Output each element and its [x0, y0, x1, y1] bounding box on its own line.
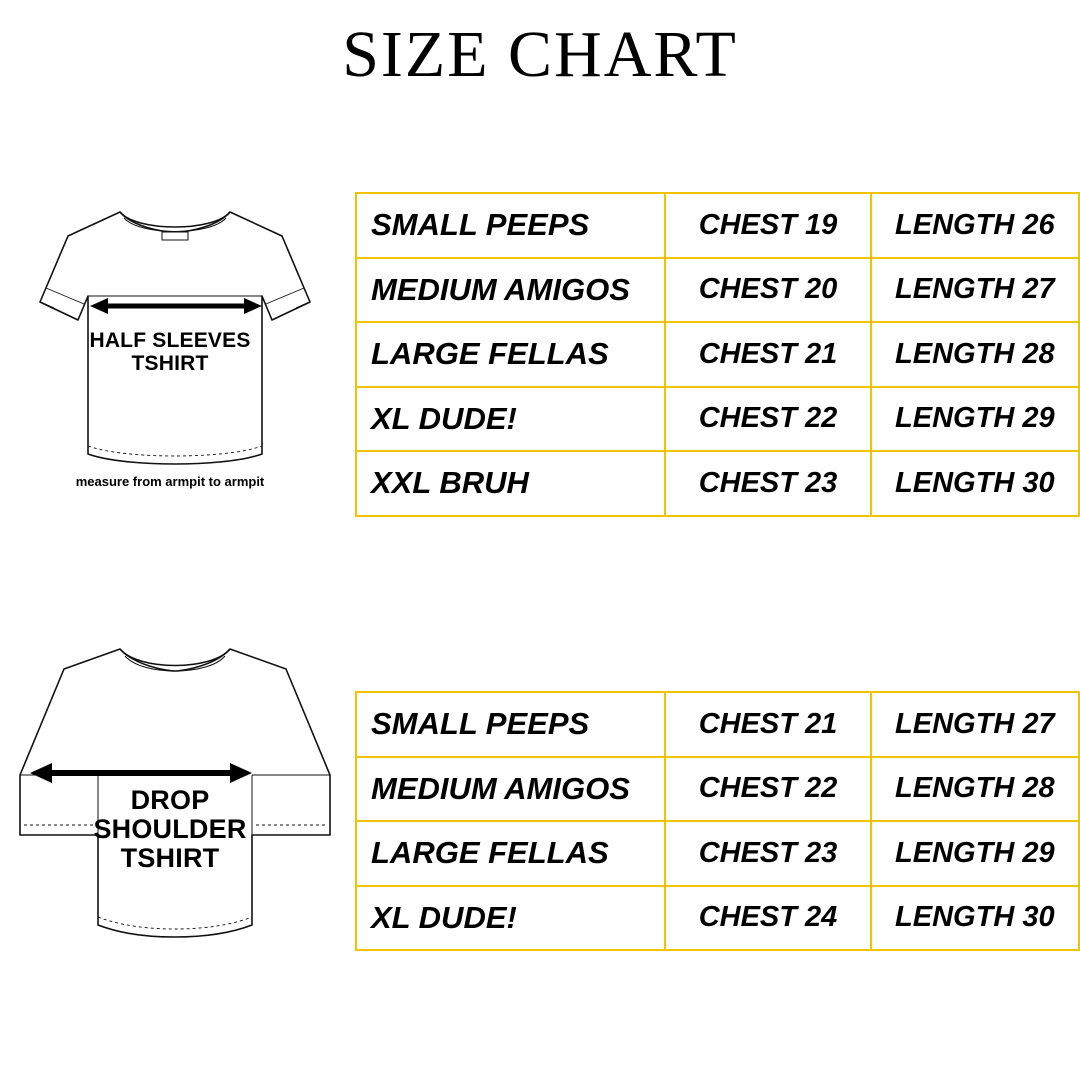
length-cell: LENGTH 27 [871, 258, 1079, 323]
drop-shoulder-caption-text [20, 786, 320, 873]
table-row [356, 886, 1079, 951]
length-cell: LENGTH 28 [871, 322, 1079, 387]
table-row [356, 692, 1079, 757]
caption-line: DROP [130, 785, 210, 815]
table-row [356, 387, 1079, 452]
chest-cell: CHEST 21 [665, 692, 870, 757]
measure-note: measure from armpit to armpit [75, 474, 265, 489]
chest-cell: CHEST 23 [665, 821, 870, 886]
size-label-cell: MEDIUM AMIGOS [356, 757, 665, 822]
table-row [356, 322, 1079, 387]
page-title: SIZE CHART [342, 18, 738, 91]
size-label-cell: MEDIUM AMIGOS [356, 258, 665, 323]
size-label-cell: LARGE FELLAS [356, 322, 665, 387]
half-sleeves-caption [20, 330, 320, 375]
size-label-cell: XXL BRUH [356, 451, 665, 516]
caption-line: SHOULDER [93, 814, 247, 845]
size-label-cell: XL DUDE! [356, 387, 665, 452]
chest-cell: CHEST 23 [665, 451, 870, 516]
caption-line: TSHIRT [131, 351, 209, 375]
half-sleeves-size-table [355, 192, 1080, 517]
chest-cell: CHEST 22 [665, 387, 870, 452]
chest-cell: CHEST 20 [665, 258, 870, 323]
table-row [356, 451, 1079, 516]
caption-line: HALF SLEEVES [89, 329, 251, 352]
length-cell: LENGTH 26 [871, 193, 1079, 258]
length-cell: LENGTH 27 [871, 692, 1079, 757]
drop-shoulder-caption [20, 786, 320, 873]
size-label-cell: SMALL PEEPS [356, 692, 665, 757]
chest-cell: CHEST 24 [665, 886, 870, 951]
length-cell: LENGTH 28 [871, 757, 1079, 822]
table-row [356, 193, 1079, 258]
length-cell: LENGTH 29 [871, 821, 1079, 886]
table-row [356, 258, 1079, 323]
length-cell: LENGTH 29 [871, 387, 1079, 452]
half-sleeves-caption-text [20, 330, 320, 375]
drop-shoulder-size-table [355, 691, 1080, 951]
size-label-cell: XL DUDE! [356, 886, 665, 951]
caption-line: TSHIRT [120, 843, 220, 874]
chest-cell: CHEST 21 [665, 322, 870, 387]
chest-cell: CHEST 22 [665, 757, 870, 822]
table-row [356, 821, 1079, 886]
chest-cell: CHEST 19 [665, 193, 870, 258]
table-row [356, 757, 1079, 822]
size-label-cell: LARGE FELLAS [356, 821, 665, 886]
length-cell: LENGTH 30 [871, 886, 1079, 951]
length-cell: LENGTH 30 [871, 451, 1079, 516]
size-label-cell: SMALL PEEPS [356, 193, 665, 258]
